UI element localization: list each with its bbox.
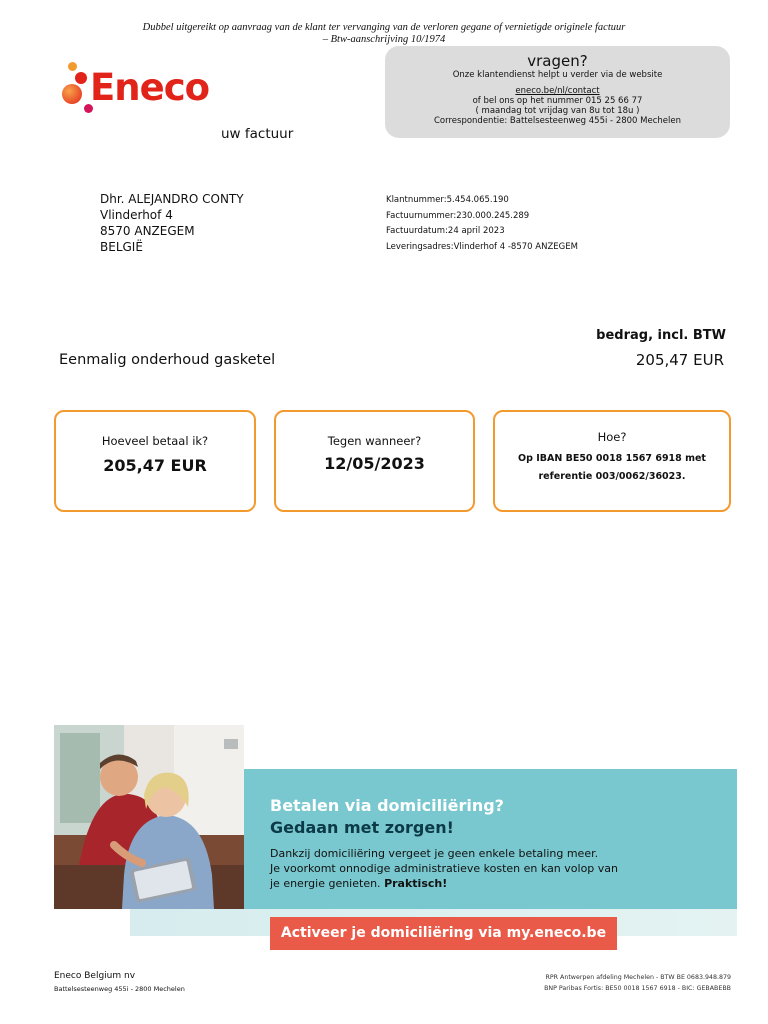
amount-due-label: Hoeveel betaal ik? bbox=[101, 434, 209, 448]
client-number bbox=[386, 193, 578, 209]
amount-header: bedrag, incl. BTW bbox=[596, 328, 726, 343]
contact-phone: of bel ons op het nummer 015 25 66 77 bbox=[472, 96, 643, 106]
payment-method-value bbox=[495, 450, 729, 486]
duplicate-notice-line2: – Btw-aanschrijving 10/1974 bbox=[322, 34, 446, 45]
invoice-number-label: Factuurnummer: bbox=[386, 210, 457, 221]
contact-correspondence: Correspondentie: Battelsesteenweg 455i - 2800 Mechelen bbox=[434, 116, 681, 126]
invoice-date-value: 24 april 2023 bbox=[447, 226, 505, 236]
invoice-date bbox=[386, 224, 578, 240]
footer-company-address: Battelsesteenweg 455i - 2800 Mechelen bbox=[54, 985, 185, 993]
line-item-amount: 205,47 EUR bbox=[635, 351, 724, 369]
amount-due-box bbox=[54, 410, 256, 512]
delivery-address bbox=[386, 240, 578, 256]
footer-company bbox=[54, 970, 185, 996]
promo-title-line1: Betalen via domiciliëring? bbox=[270, 796, 504, 815]
line-item-description: Eenmalig onderhoud gasketel bbox=[59, 352, 276, 368]
customer-street: Vlinderhof 4 bbox=[100, 208, 173, 222]
payment-reference: referentie 003/0062/36023. bbox=[538, 471, 686, 482]
payment-iban: Op IBAN BE50 0018 1567 6918 met bbox=[518, 453, 706, 464]
logo-dot-icon bbox=[75, 72, 87, 84]
duplicate-notice-line1: Dubbel uitgereikt op aanvraag van de klant ter vervanging van de verloren gegane of vernietigde originele factuur bbox=[142, 22, 626, 33]
due-date-label: Tegen wanneer? bbox=[327, 434, 422, 448]
customer-name: Dhr. ALEJANDRO CONTY bbox=[100, 192, 244, 206]
due-date-value: 12/05/2023 bbox=[324, 454, 425, 473]
promo-title bbox=[270, 795, 504, 839]
duplicate-notice bbox=[0, 22, 768, 46]
promo-text-highlight: Praktisch! bbox=[384, 877, 448, 890]
client-number-label: Klantnummer: bbox=[386, 195, 447, 205]
eneco-logo bbox=[60, 58, 220, 128]
customer-city: 8570 ANZEGEM bbox=[100, 224, 195, 238]
delivery-address-label: Leveringsadres: bbox=[386, 241, 454, 252]
promo-text bbox=[270, 846, 618, 891]
contact-hours: ( maandag tot vrijdag van 8u tot 18u ) bbox=[475, 106, 640, 116]
contact-title: vragen? bbox=[527, 52, 588, 70]
customer-address bbox=[100, 191, 244, 255]
promo-text-line1: Dankzij domiciliëring vergeet je geen enkele betaling meer. bbox=[270, 847, 599, 860]
invoice-meta bbox=[386, 193, 578, 255]
due-date-box bbox=[274, 410, 475, 512]
promo-text-line3 bbox=[270, 876, 618, 891]
couple-with-tablet-image bbox=[54, 725, 244, 909]
promo-photo bbox=[54, 725, 244, 909]
amount-due-value: 205,47 EUR bbox=[103, 456, 207, 475]
footer-rpr: RPR Antwerpen afdeling Mechelen - BTW BE 0683.948.879 bbox=[545, 974, 731, 981]
contact-intro: Onze klantendienst helpt u verder via de website bbox=[452, 70, 663, 80]
promo-text-line3-start: je energie genieten. bbox=[270, 877, 381, 890]
invoice-date-label: Factuurdatum: bbox=[386, 226, 448, 236]
customer-country: BELGIË bbox=[100, 240, 143, 254]
delivery-address-value: Vlinderhof 4 -8570 ANZEGEM bbox=[453, 241, 578, 252]
document-label: uw factuur bbox=[221, 126, 294, 142]
payment-method-box bbox=[493, 410, 731, 512]
activate-direct-debit-button[interactable]: Activeer je domiciliëring via my.eneco.be bbox=[270, 917, 617, 950]
invoice-number bbox=[386, 209, 578, 225]
logo-dot-icon bbox=[62, 84, 82, 104]
promo-text-line2: Je voorkomt onnodige administratieve kosten en kan volop van bbox=[270, 862, 618, 875]
client-number-value: 5.454.065.190 bbox=[446, 195, 509, 205]
contact-link[interactable]: eneco.be/nl/contact bbox=[515, 86, 600, 96]
footer-legal bbox=[544, 972, 731, 994]
contact-box bbox=[385, 46, 730, 138]
brand-name: Eneco bbox=[90, 66, 210, 109]
footer-bank: BNP Paribas Fortis: BE50 0018 1567 6918 - BIC: GEBABEBB bbox=[544, 985, 731, 992]
logo-dot-icon bbox=[68, 62, 77, 71]
payment-method-label: Hoe? bbox=[597, 430, 627, 444]
invoice-number-value: 230.000.245.289 bbox=[456, 210, 530, 221]
promo-title-line2: Gedaan met zorgen! bbox=[270, 818, 454, 837]
footer-company-name: Eneco Belgium nv bbox=[54, 971, 136, 981]
